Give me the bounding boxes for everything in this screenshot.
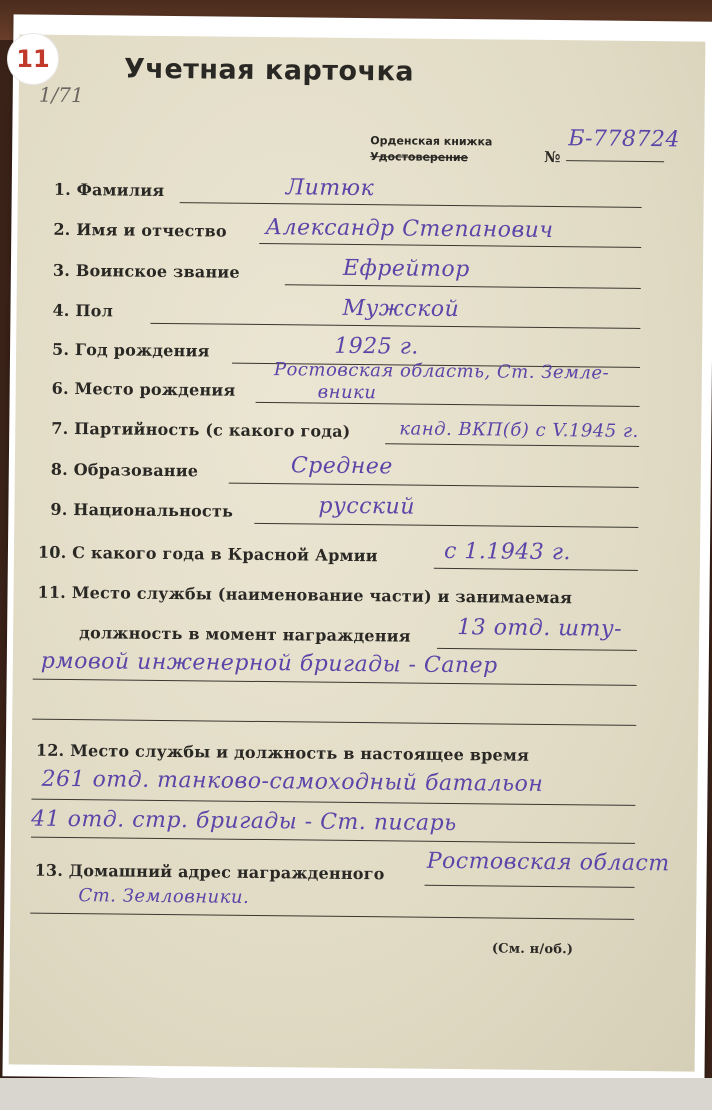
field-9-line bbox=[254, 523, 638, 528]
field-8-label: 8. Образование bbox=[50, 459, 199, 481]
field-2-line bbox=[259, 243, 641, 248]
photo-background-bottom bbox=[0, 1078, 712, 1110]
field-1-line bbox=[180, 202, 642, 208]
field-3-label: 3. Воинское звание bbox=[52, 260, 240, 282]
field-11-line-1 bbox=[437, 648, 637, 651]
field-12-line-1 bbox=[31, 799, 635, 806]
field-12-label: 12. Место службы и должность в настоящее время bbox=[35, 740, 530, 765]
field-12-value-line1: 261 отд. танково-самоходный батальон bbox=[41, 766, 544, 797]
field-5-value: 1925 г. bbox=[334, 333, 419, 360]
field-5-label: 5. Год рождения bbox=[52, 339, 210, 361]
field-8-line bbox=[229, 483, 639, 488]
field-4-line bbox=[150, 323, 640, 329]
field-12-line-2 bbox=[31, 837, 635, 844]
field-6-value-line2: вники bbox=[317, 381, 377, 404]
pencil-note: 1/71 bbox=[38, 82, 84, 108]
field-8-value: Среднее bbox=[290, 453, 393, 480]
field-3-value: Ефрейтор bbox=[342, 255, 470, 283]
field-1-value: Литюк bbox=[285, 175, 375, 202]
field-11-value-line2: рмовой инженерной бригады - Сапер bbox=[40, 648, 498, 679]
field-4-value: Мужской bbox=[342, 295, 460, 323]
card-title: Учетная карточка bbox=[123, 53, 415, 88]
field-4-label: 4. Пол bbox=[52, 300, 114, 321]
field-6-line bbox=[256, 402, 640, 407]
number-sign: № bbox=[544, 147, 561, 167]
registration-card bbox=[9, 34, 706, 1071]
field-7-label: 7. Партийность (с какого года) bbox=[51, 418, 351, 441]
field-9-value: русский bbox=[318, 493, 416, 520]
field-6-value-line1: Ростовская область, Ст. Земле- bbox=[273, 359, 610, 384]
field-12-value-line2: 41 отд. стр. бригады - Ст. писарь bbox=[31, 806, 457, 837]
field-3-line bbox=[285, 284, 641, 289]
field-13-line-2 bbox=[30, 913, 634, 920]
field-2-label: 2. Имя и отчество bbox=[53, 219, 227, 241]
field-6-label: 6. Место рождения bbox=[51, 378, 236, 400]
field-13-label: 13. Домашний адрес награжденного bbox=[34, 860, 385, 884]
field-11-label-line2: должность в момент награждения bbox=[79, 623, 411, 646]
field-10-line bbox=[434, 568, 638, 571]
field-13-value-line2: Ст. Земловники. bbox=[78, 885, 250, 908]
field-11-line-3 bbox=[32, 719, 636, 726]
footer-note: (См. н/об.) bbox=[491, 941, 574, 958]
number-line bbox=[566, 160, 664, 162]
field-2-value: Александр Степанович bbox=[265, 215, 554, 244]
field-9-label: 9. Национальность bbox=[50, 499, 234, 521]
field-10-value: с 1.1943 г. bbox=[443, 538, 572, 566]
field-13-line-1 bbox=[425, 885, 635, 888]
field-1-label: 1. Фамилия bbox=[53, 179, 165, 200]
field-11-label-line1: 11. Место службы (наименование части) и занимаемая bbox=[37, 582, 573, 608]
field-10-label: 10. С какого года в Красной Армии bbox=[37, 542, 378, 566]
booklet-label: Орденская книжка bbox=[370, 134, 493, 149]
booklet-number: Б-778724 bbox=[568, 126, 681, 153]
field-7-value: канд. ВКП(б) с V.1945 г. bbox=[399, 418, 639, 442]
field-11-line-2 bbox=[33, 679, 637, 686]
field-13-value-line1: Ростовская област bbox=[426, 848, 670, 877]
certificate-label: Удостоверение bbox=[370, 150, 469, 165]
page-number-badge: 11 bbox=[8, 34, 58, 84]
field-7-line bbox=[385, 443, 639, 447]
field-11-value-line1: 13 отд. шту- bbox=[457, 615, 623, 642]
